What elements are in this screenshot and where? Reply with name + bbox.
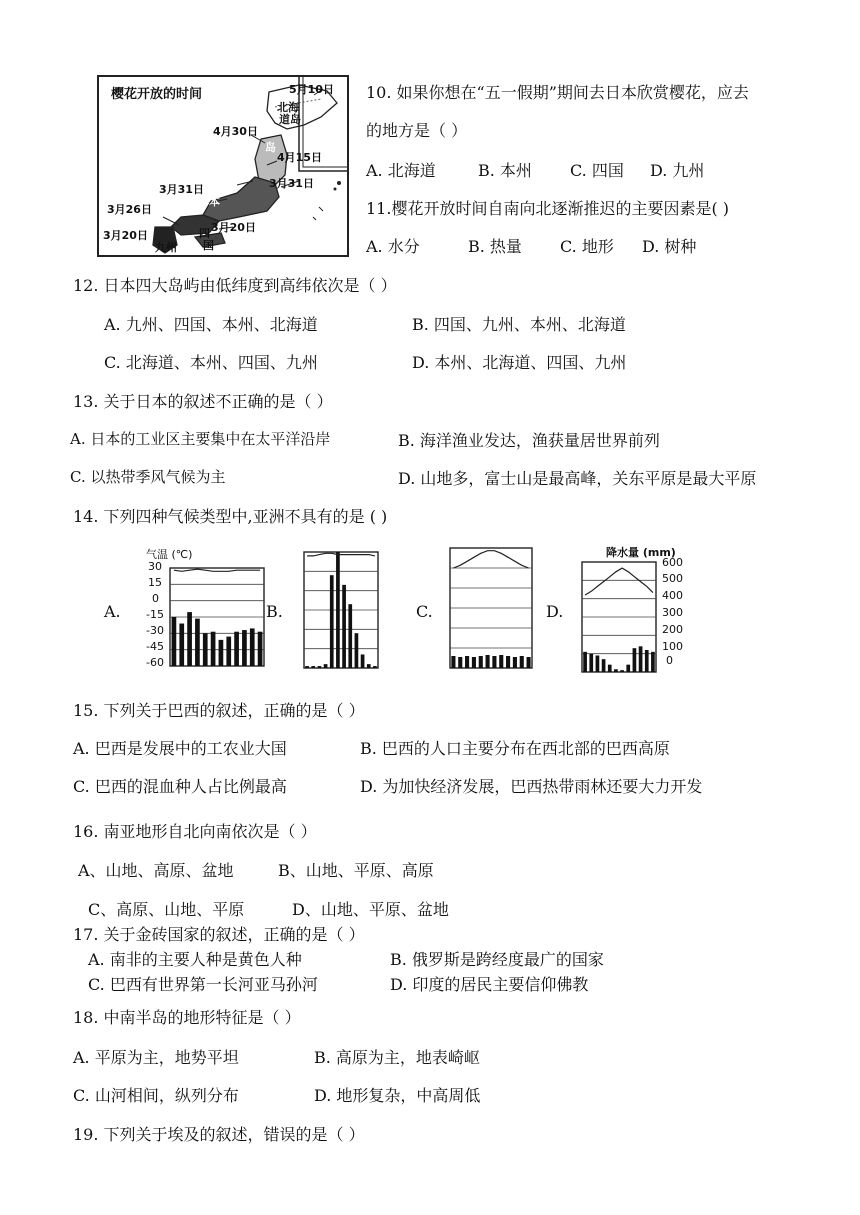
q13-option-a: A. 日本的工业区主要集中在太平洋沿岸 — [70, 430, 331, 448]
precip-bar — [211, 632, 216, 666]
q17-option-d: D. 印度的居民主要信仰佛教 — [390, 975, 589, 994]
q13-stem: 13. 关于日本的叙述不正确的是（ ） — [73, 392, 333, 411]
q11-stem: 11.樱花开放时间自南向北逐渐推迟的主要因素是( ) — [366, 199, 730, 218]
q14-label-c: C. — [416, 602, 433, 621]
precip-axis-label: 降水量 (mm) — [606, 546, 676, 559]
q12-stem: 12. 日本四大岛屿由低纬度到高纬依次是（ ） — [73, 276, 397, 295]
q18-option-b: B. 高原为主，地表崎岖 — [314, 1048, 480, 1067]
label-island: 岛 — [265, 141, 276, 154]
label-kyushu: 九州 — [155, 241, 177, 254]
precip-bar — [620, 670, 624, 672]
precip-bar — [234, 632, 239, 666]
precip-bar — [614, 669, 618, 672]
q18-option-c: C. 山河相间，纵列分布 — [73, 1086, 239, 1105]
precip-bar — [479, 656, 483, 668]
q10-stem-line2: 的地方是（ ） — [366, 121, 468, 140]
q16-option-d: D、山地、平原、盆地 — [292, 900, 449, 919]
q15-option-a: A. 巴西是发展中的工农业大国 — [73, 739, 287, 758]
q14-label-a: A. — [104, 602, 121, 621]
precip-bar — [472, 657, 476, 668]
precip-bar — [596, 656, 600, 673]
climate-chart-d — [580, 544, 700, 674]
precip-bar — [179, 624, 184, 666]
q10-stem-line1: 10. 如果你想在“五一假期”期间去日本欣赏樱花，应去 — [366, 83, 749, 102]
precip-tick-4: 200 — [662, 623, 683, 636]
precip-bar — [589, 654, 593, 672]
q13-option-d: D. 山地多，富士山是最高峰，关东平原是最大平原 — [398, 469, 757, 488]
precip-bar — [626, 665, 630, 672]
q14-label-b: B. — [266, 602, 283, 621]
label-mar20-east: 3月20日 — [211, 221, 256, 234]
label-honshu: 本 — [209, 195, 220, 208]
label-mar20-west: 3月20日 — [103, 229, 148, 242]
precip-bar — [336, 552, 340, 668]
precip-tick-5: 100 — [662, 640, 683, 653]
q18-option-a: A. 平原为主，地势平坦 — [73, 1048, 239, 1067]
temp-axis-label: 气温 (℃) — [146, 548, 193, 561]
precip-bar — [602, 659, 606, 672]
label-apr15: 4月15日 — [277, 151, 322, 164]
precip-bar — [633, 648, 637, 672]
climate-chart-c — [448, 546, 534, 670]
precip-bar — [355, 633, 359, 668]
temp-tick-2: 0 — [152, 592, 159, 605]
q12-option-d: D. 本州、北海道、四国、九州 — [412, 353, 627, 372]
precip-bar — [513, 657, 517, 668]
chart-c-plot — [448, 546, 534, 670]
precip-tick-3: 300 — [662, 606, 683, 619]
precip-tick-6: 0 — [666, 654, 673, 667]
precip-bar — [520, 656, 524, 668]
q11-option-a: A. 水分 — [366, 237, 420, 256]
label-hokkaido-2: 道岛 — [279, 113, 301, 126]
q10-option-a: A. 北海道 — [366, 161, 436, 180]
precip-tick-1: 500 — [662, 572, 683, 585]
precip-bar — [373, 666, 377, 668]
label-hokkaido: 北海 — [277, 101, 299, 114]
q11-option-d: D. 树种 — [642, 237, 697, 256]
q10-option-b: B. 本州 — [478, 161, 532, 180]
temp-tick-4: -30 — [146, 624, 164, 637]
chart-a-plot — [168, 566, 266, 668]
precip-bar — [318, 666, 322, 668]
precip-bar — [330, 575, 334, 668]
precip-bar — [219, 640, 224, 666]
label-mar26: 3月26日 — [107, 203, 152, 216]
precip-bar — [506, 656, 510, 668]
climate-chart-b — [302, 550, 382, 670]
q12-option-b: B. 四国、九州、本州、北海道 — [412, 315, 626, 334]
q16-option-b: B、山地、平原、高原 — [278, 861, 434, 880]
q12-option-a: A. 九州、四国、本州、北海道 — [104, 315, 318, 334]
precip-bar — [451, 656, 455, 668]
q18-stem: 18. 中南半岛的地形特征是（ ） — [73, 1008, 301, 1027]
q15-option-d: D. 为加快经济发展，巴西热带雨林还要大力开发 — [360, 777, 703, 796]
precip-bar — [305, 666, 309, 668]
q17-option-c: C. 巴西有世界第一长河亚马孙河 — [88, 975, 318, 994]
sakura-bloom-map — [97, 75, 349, 257]
temp-tick-5: -45 — [146, 640, 164, 653]
chart-b-plot — [302, 550, 380, 670]
q13-option-b: B. 海洋渔业发达，渔获量居世界前列 — [398, 431, 660, 450]
q14-label-d: D. — [546, 602, 564, 621]
precip-bar — [486, 655, 490, 668]
map-title: 樱花开放的时间 — [111, 87, 203, 102]
precip-bar — [458, 657, 462, 668]
precip-bar — [361, 654, 365, 668]
precip-bar — [226, 637, 231, 666]
precip-tick-2: 400 — [662, 589, 683, 602]
precip-bar — [527, 657, 531, 668]
q16-option-a: A、山地、高原、盆地 — [78, 861, 234, 880]
precip-bar — [195, 619, 200, 666]
chart-d-plot — [580, 560, 658, 674]
q14-stem: 14. 下列四种气候类型中,亚洲不具有的是 ( ) — [73, 507, 388, 526]
precip-bar — [311, 666, 315, 668]
q18-option-d: D. 地形复杂，中高周低 — [314, 1086, 481, 1105]
precip-bar — [258, 632, 263, 666]
temp-tick-0: 30 — [148, 560, 162, 573]
label-may10: 5月10日 — [289, 83, 334, 96]
label-apr30: 4月30日 — [213, 125, 258, 138]
precip-bar — [203, 633, 208, 666]
precip-bar — [645, 650, 649, 672]
q12-option-c: C. 北海道、本州、四国、九州 — [104, 353, 318, 372]
label-mar31-east: 3月31日 — [269, 177, 314, 190]
q17-option-b: B. 俄罗斯是跨经度最广的国家 — [390, 950, 604, 969]
q16-stem: 16. 南亚地形自北向南依次是（ ） — [73, 822, 317, 841]
precip-bar — [242, 630, 247, 666]
precip-bar — [492, 656, 496, 668]
precip-bar — [651, 652, 655, 672]
temp-tick-6: -60 — [146, 656, 164, 669]
climate-chart-a — [146, 546, 266, 671]
precip-bar — [583, 652, 587, 672]
precip-bar — [367, 664, 371, 668]
q10-option-c: C. 四国 — [570, 161, 624, 180]
q15-option-c: C. 巴西的混血种人占比例最高 — [73, 777, 287, 796]
precip-bar — [324, 664, 328, 668]
q10-option-d: D. 九州 — [650, 161, 705, 180]
precip-bar — [250, 628, 255, 666]
precip-bar — [639, 646, 643, 672]
label-shikoku-2: 国 — [203, 239, 214, 252]
temp-tick-1: 15 — [148, 576, 162, 589]
precip-bar — [499, 655, 503, 668]
q15-option-b: B. 巴西的人口主要分布在西北部的巴西高原 — [360, 739, 670, 758]
q11-option-b: B. 热量 — [468, 237, 522, 256]
label-mar31-west: 3月31日 — [159, 183, 204, 196]
q15-stem: 15. 下列关于巴西的叙述，正确的是（ ） — [73, 701, 365, 720]
precip-bar — [608, 665, 612, 672]
precip-bar — [342, 585, 346, 668]
precip-bar — [348, 604, 352, 668]
q19-stem: 19. 下列关于埃及的叙述，错误的是（ ） — [73, 1125, 365, 1144]
label-shikoku: 四 — [199, 227, 210, 240]
q13-option-c: C. 以热带季风气候为主 — [70, 468, 226, 486]
precip-bar — [187, 612, 192, 666]
precip-bar — [465, 656, 469, 668]
q17-option-a: A. 南非的主要人种是黄色人种 — [88, 950, 302, 969]
precip-tick-0: 600 — [662, 556, 683, 569]
q17-stem: 17. 关于金砖国家的叙述，正确的是（ ） — [73, 925, 365, 944]
q11-option-c: C. 地形 — [560, 237, 614, 256]
temp-tick-3: -15 — [146, 608, 164, 621]
precip-bar — [172, 617, 177, 666]
q16-option-c: C、高原、山地、平原 — [88, 900, 245, 919]
